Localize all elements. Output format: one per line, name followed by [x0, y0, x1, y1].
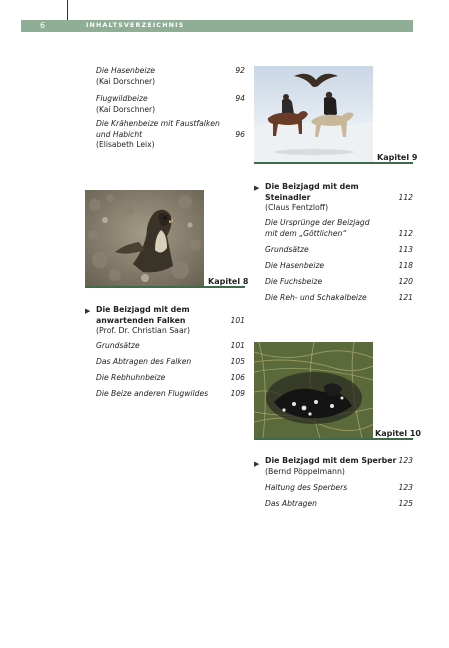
header-bar [21, 20, 413, 32]
chapter-10-arrow-icon: ▶ [254, 460, 260, 468]
entry-title: Die Beize anderen Flugwildes [96, 389, 209, 398]
chapter-heading-line: Steinadler [265, 192, 311, 202]
chapter-10-heading [265, 456, 414, 477]
chapter-9-heading [265, 182, 414, 214]
entry-title: Die Fuchsbeize [265, 277, 323, 286]
toc-entry [265, 218, 414, 239]
toc-entry [96, 389, 246, 400]
toc-entry [96, 357, 246, 368]
toc-entry [96, 341, 246, 352]
entry-author: (Kai Dorschner) [96, 76, 156, 86]
entry-page: 105 [230, 357, 245, 366]
entry-page: 94 [235, 94, 245, 103]
crop-mark [67, 0, 68, 22]
entry-author: (Elisabeth Leix) [96, 140, 155, 149]
toc-entry [96, 373, 246, 384]
entry-page: 112 [398, 228, 413, 238]
chapter-9-arrow-icon: ▶ [254, 184, 260, 192]
entry-page: 120 [398, 277, 413, 286]
entry-page: 113 [398, 245, 413, 254]
chapter-author: (Claus Fentzloff) [265, 203, 329, 212]
chapter-8-rule [85, 286, 245, 288]
entry-title: Das Abtragen [265, 499, 317, 508]
toc-entry [96, 66, 246, 87]
chapter-8-label: Kapitel 8 [208, 277, 249, 286]
entry-page: 92 [235, 66, 245, 75]
chapter-page: 101 [230, 315, 245, 325]
toc-entry [265, 499, 414, 510]
toc-entry [96, 94, 246, 115]
entry-title-line: und Habicht [96, 129, 143, 139]
entry-title: Grundsätze [265, 245, 309, 254]
chapter-page: 112 [398, 192, 413, 202]
toc-entry [265, 245, 414, 256]
entry-title: Die Hasenbeize [96, 66, 156, 75]
entry-page: 118 [398, 261, 413, 270]
entry-title-line: Die Krähenbeize mit Faustfalken [96, 119, 220, 128]
entry-title: Grundsätze [96, 341, 140, 350]
entry-page: 125 [398, 499, 413, 508]
chapter-9-label: Kapitel 9 [377, 153, 418, 162]
chapter-heading-line: Die Beizjagd mit dem [96, 305, 190, 314]
sparrowhawk-photo [254, 342, 373, 438]
entry-page: 101 [230, 341, 245, 350]
chapter-page: 123 [398, 456, 413, 465]
entry-author: (Kai Dorschner) [96, 104, 156, 114]
chapter-8-arrow-icon: ▶ [85, 307, 91, 315]
chapter-heading-line: anwartenden Falken [96, 315, 186, 325]
toc-entry [265, 293, 414, 304]
entry-title: Die Rebhuhnbeize [96, 373, 166, 382]
entry-page: 121 [398, 293, 413, 302]
page-number: 6 [40, 21, 46, 30]
chapter-8-heading [96, 305, 246, 337]
toc-entry [265, 277, 414, 288]
falcon-photo [85, 190, 204, 286]
running-head: INHALTSVERZEICHNIS [86, 22, 185, 29]
entry-title: Flugwildbeize [96, 94, 148, 103]
entry-title: Das Abtragen des Falken [96, 357, 192, 366]
toc-entry [96, 119, 246, 151]
entry-page: 96 [235, 129, 245, 139]
chapter-heading-line: Die Beizjagd mit dem Sperber [265, 456, 397, 465]
entry-title-line: Die Ursprünge der Beizjagd [265, 218, 370, 227]
entry-page: 106 [230, 373, 245, 382]
chapter-author: (Prof. Dr. Christian Saar) [96, 326, 190, 335]
entry-page: 109 [230, 389, 245, 398]
eagle-hunters-photo [254, 66, 373, 162]
chapter-heading-line: Die Beizjagd mit dem [265, 182, 359, 191]
toc-entry [265, 483, 414, 494]
toc-entry [265, 261, 414, 272]
chapter-10-label: Kapitel 10 [375, 429, 421, 438]
entry-title-line: mit dem „Göttlichen“ [265, 228, 347, 238]
entry-page: 123 [398, 483, 413, 492]
chapter-10-rule [254, 438, 413, 440]
entry-title: Haltung des Sperbers [265, 483, 348, 492]
entry-title: Die Reh- und Schakalbeize [265, 293, 367, 302]
chapter-9-rule [254, 162, 413, 164]
entry-title: Die Hasenbeize [265, 261, 325, 270]
chapter-author: (Bernd Pöppelmann) [265, 466, 345, 476]
